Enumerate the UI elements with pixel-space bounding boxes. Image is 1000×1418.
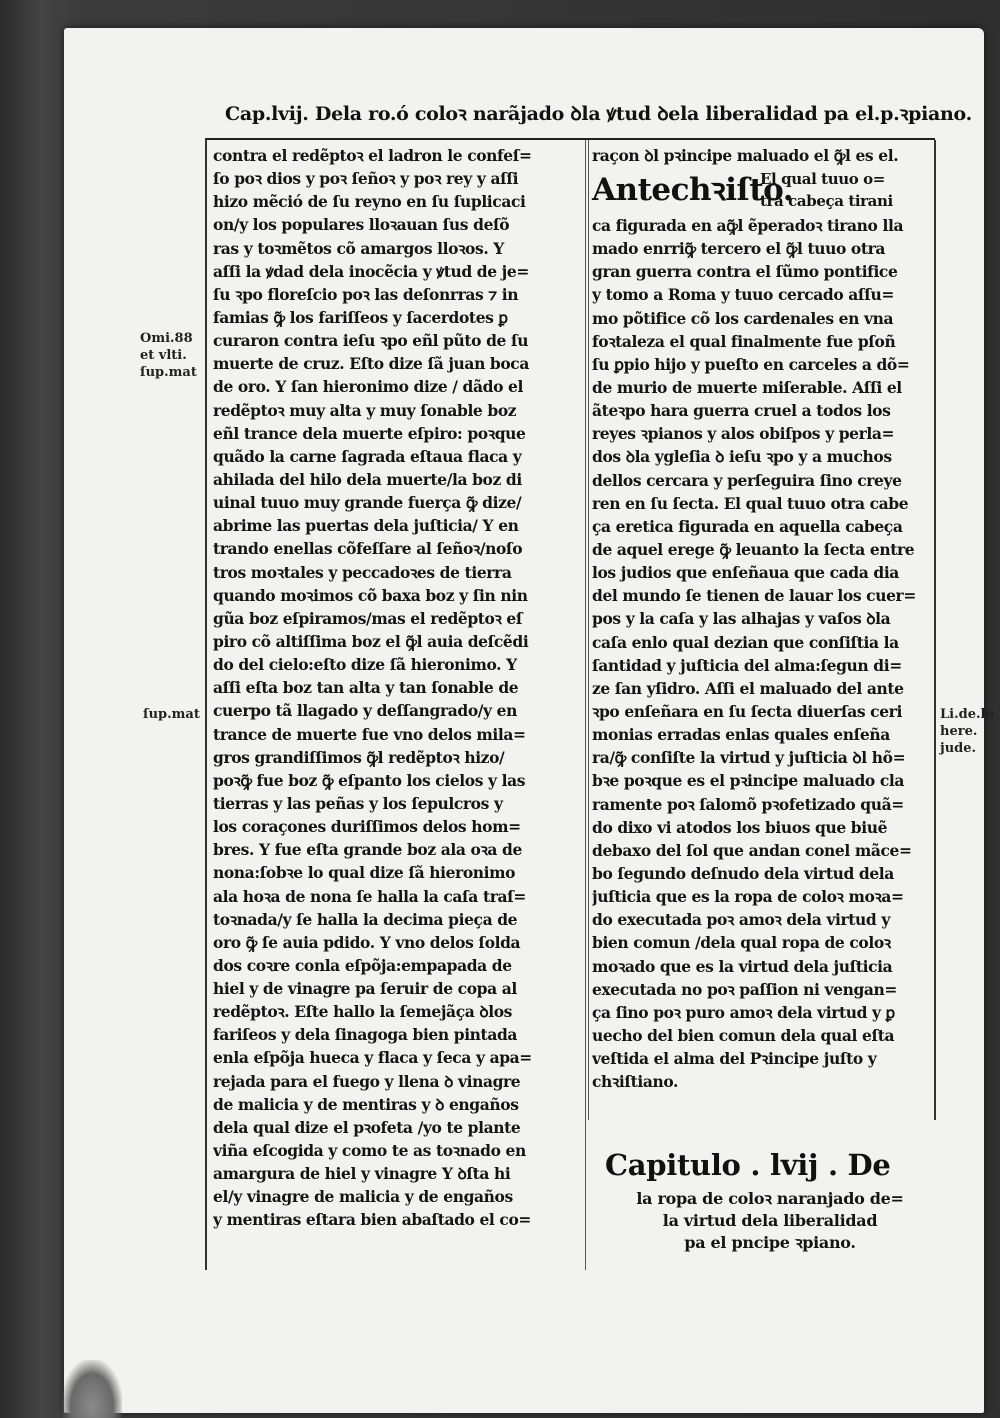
text-line: on/y los populares lloꝛauan ſus deſõ (213, 215, 510, 235)
text-line: abrime las puertas dela juſticia/ Y en (213, 516, 519, 536)
text-line: aſſi eſta boz tan alta y tan ſonable de (213, 678, 519, 698)
margin-note-line: ſup.mat (143, 707, 200, 722)
text-line: y mentiras eſtara bien abaſtado el co= (213, 1210, 531, 1230)
margin-note-line: ſup.mat (140, 365, 197, 380)
text-line: gros grandiſſimos ꝙ̃l redẽptoꝛ hizo/ (213, 747, 505, 767)
text-line: muerte de cruz. Eſto dize ſã juan boca (213, 354, 529, 374)
text-line: poꝛꝙ̃ fue boz ꝙ̃ eſpanto los cielos y las (213, 770, 526, 790)
margin-note-line: jude. (940, 741, 977, 756)
text-line: contra el redẽptoꝛ el ladron le confeſ= (213, 146, 532, 165)
text-line: mado enrriꝙ̃ tercero el ꝙ̃l tuuo otra (592, 239, 886, 259)
text-line: del mundo ſe tienen de lauar los cuer= (592, 586, 916, 606)
text-line: do del cielo:eſto dize ſã hieronimo. Y (213, 655, 517, 675)
text-line: dos ꝺla ygleſia ꝺ ieſu ꝛpo y a muchos (592, 447, 892, 467)
chapter-subtitle (620, 1188, 920, 1254)
text-line: ze ſan yſidro. Aſſi el maluado del ante (592, 678, 904, 698)
text-line: ca figurada en aꝙ̃l ẽperadoꝛ tirano lla (592, 216, 904, 235)
left-text-column (213, 144, 579, 1232)
text-line: trance de muerte fue vno delos mila= (213, 724, 526, 744)
text-line: fariſeos y dela ſinagoga bien pintada (213, 1025, 518, 1045)
antechristo-side-text (760, 168, 935, 212)
text-line: famias ꝙ̃ los fariſſeos y ſacerdotes ꝑ (213, 307, 508, 327)
text-line: ſu ꝑpio hijo y pueſto en carceles a dõ= (592, 354, 910, 374)
text-line: ça eretica figurada en aquella cabeça (592, 516, 903, 536)
margin-note-line: here. (940, 724, 978, 739)
text-line: veſtida el alma del Pꝛincipe juſto y (592, 1049, 877, 1069)
text-line: nona:ſobꝛe lo qual dize ſã hieronimo (213, 863, 516, 883)
text-line: raçon ꝺl pꝛincipe maluado el ꝙ̃l es el. (592, 146, 899, 165)
text-line: ſo poꝛ dios y poꝛ ſeñoꝛ y poꝛ rey y aſſi (213, 169, 519, 189)
margin-note-line: et vlti. (140, 348, 187, 363)
text-line: bꝛe poꝛque es el pꝛincipe maluado cla (592, 771, 905, 791)
text-line: ramente poꝛ ſalomõ pꝛofetizado quã= (592, 794, 904, 814)
text-line: aſſi la ꝟdad dela inocẽcia y ꝟtud de je= (213, 261, 529, 281)
text-line: do dixo vi atodos los biuos que biuẽ (592, 817, 888, 837)
chapter-subtitle-line: la virtud dela liberalidad (662, 1211, 878, 1230)
text-line: quando moꝛimos cõ baxa boz y ſin nin (213, 585, 528, 605)
text-line: ala hoꝛa de nona ſe halla la caſa traſ= (213, 886, 526, 906)
margin-note-sup-mat (143, 706, 200, 723)
text-line: moꝛado que es la virtud dela juſticia (592, 956, 893, 976)
text-line: bres. Y fue eſta grande boz ala oꝛa de (213, 840, 522, 860)
text-line: curaron contra ieſu ꝛpo eñl pũto de ſu (213, 331, 529, 351)
text-line: foꝛtaleza el qual finalmente fue pſoñ (592, 331, 896, 351)
text-line: uinal tuuo muy grande fuerça ꝙ̃ dize/ (213, 493, 522, 513)
text-line: viña eſcogida y como te as toꝛnado en (213, 1141, 526, 1161)
text-line: ſantidad y juſticia del alma:ſegun di= (592, 655, 902, 675)
text-line: executada no poꝛ paſſion ni vengan= (592, 979, 898, 999)
right-column-first-line (592, 144, 932, 167)
text-line: y tomo a Roma y tuuo cercado aſſu= (592, 285, 894, 305)
margin-note-omilia (140, 330, 197, 381)
text-line: enla eſpõja hueca y flaca y ſeca y apa= (213, 1048, 532, 1068)
text-line: el/y vinagre de malicia y de engaños (213, 1187, 513, 1207)
chapter-subtitle-line: la ropa de coloꝛ naranjado de= (636, 1189, 904, 1208)
text-line: quãdo la carne ſagrada eſtaua flaca y (213, 446, 522, 466)
text-line: rejada para el fuego y llena ꝺ vinagre (213, 1071, 521, 1091)
right-text-column (592, 214, 932, 1093)
text-line: chꝛiſtiano. (592, 1072, 679, 1092)
margin-note-liber-de-heresibus (940, 706, 994, 757)
text-line: tros moꝛtales y peccadoꝛes de tierra (213, 562, 512, 582)
text-line: dellos cercara y perſeguira ſino creye (592, 470, 902, 490)
text-line: piro cõ altiſſima boz el ꝙ̃l auia deſcẽdi (213, 631, 529, 651)
text-line: debaxo del ſol que andan conel mãce= (592, 840, 912, 860)
text-line: caſa enlo qual dezian que conſiſtia la (592, 632, 899, 652)
text-line: de oro. Y ſan hieronimo dize / dãdo el (213, 377, 523, 397)
text-line: amargura de hiel y vinagre Y ꝺſta hi (213, 1164, 511, 1184)
text-line: cuerpo tã llagado y deſſangrado/y en (213, 701, 517, 721)
text-line: eñl trance dela muerte eſpiro: poꝛque (213, 423, 526, 443)
text-line: oro ꝙ̃ ſe auia pdido. Y vno delos ſolda (213, 932, 521, 952)
text-line: de aquel erege ꝙ̃ leuanto la ſecta entre (592, 539, 915, 559)
text-line: uecho del bien comun dela qual eſta (592, 1025, 895, 1045)
text-line: los judios que enſeñaua que cada dia (592, 563, 899, 583)
text-line: ãteꝛpo hara guerra cruel a todos los (592, 401, 891, 421)
text-line: reyes ꝛpianos y alos obiſpos y perla= (592, 424, 895, 444)
text-line: ras y toꝛmẽtos cõ amargos lloꝛos. Y (213, 238, 504, 258)
running-head: Cap.lvij. Dela ro.ó coloꝛ narãjado ꝺla ꝟtud ꝺela liberalidad pa el.p.ꝛpiano. (225, 103, 972, 125)
antechristo-heading: Antechꝛiſto. (592, 172, 794, 208)
margin-note-line: Li.de.lo (940, 707, 995, 722)
text-line: dela qual dize el pꝛofeta /yo te plante (213, 1117, 521, 1137)
text-line: gran guerra contra el ſũmo pontifice (592, 262, 898, 282)
text-line: juſticia que es la ropa de coloꝛ moꝛa= (592, 887, 904, 907)
text-line: ſu ꝛpo floreſcio poꝛ las deſonrras ⁊ in (213, 284, 519, 304)
text-line: tierras y las peñas y los ſepulcros y (213, 793, 503, 813)
margin-note-line: Omi.88 (140, 331, 193, 346)
text-line: trando enellas cõfeſſare al ſeñoꝛ/noſo (213, 539, 523, 559)
text-line: ren en ſu ſecta. El qual tuuo otra cabe (592, 493, 909, 513)
chapter-heading: Capitulo . lvij . De (605, 1148, 891, 1182)
text-line: hiel y de vinagre pa ſeruir de copa al (213, 979, 517, 999)
text-line: gũa boz eſpiramos/mas el redẽptoꝛ eſ (213, 608, 523, 628)
text-line: do executada poꝛ amoꝛ dela virtud y (592, 910, 890, 930)
text-line: monias erradas enlas quales enſeña (592, 725, 890, 745)
text-line: pos y la caſa y las alhajas y vaſos ꝺla (592, 609, 891, 629)
text-line: de malicia y de mentiras y ꝺ engaños (213, 1094, 519, 1114)
text-line: El qual tuuo o= (760, 170, 885, 188)
text-line: ahilada del hilo dela muerte/la boz di (213, 469, 522, 489)
text-line: bo ſegundo deſnudo dela virtud dela (592, 863, 894, 883)
text-line: tra cabeça tirani (760, 192, 893, 210)
text-line: bien comun /dela qual ropa de coloꝛ (592, 933, 891, 953)
text-line: toꝛnada/y ſe halla la decima pieça de (213, 909, 518, 929)
text-line: ꝛpo enſeñara en ſu ſecta diuerſas ceri (592, 701, 902, 721)
text-line: redẽptoꝛ. Eſte hallo la ſemejãça ꝺlos (213, 1002, 513, 1022)
text-line: mo põtifice cõ los cardenales en vna (592, 308, 894, 328)
text-line: dos coꝛre conla eſpõja:empapada de (213, 955, 512, 975)
text-line: de murio de muerte miſerable. Aſſi el (592, 377, 902, 397)
text-line: los coraçones duriſſimos delos hom= (213, 817, 521, 837)
text-line: ra/ꝙ̃ conſiſte la virtud y juſticia ꝺl hõ= (592, 748, 906, 768)
text-line: redẽptoꝛ muy alta y muy ſonable boz (213, 400, 517, 420)
thumb-shadow (62, 1360, 122, 1418)
text-line: ça ſino poꝛ puro amoꝛ dela virtud y ꝑ (592, 1002, 895, 1022)
chapter-subtitle-line: pa el pncipe ꝛpiano. (684, 1233, 856, 1252)
text-line: hizo mẽció de ſu reyno en ſu ſuplicaci (213, 192, 526, 212)
